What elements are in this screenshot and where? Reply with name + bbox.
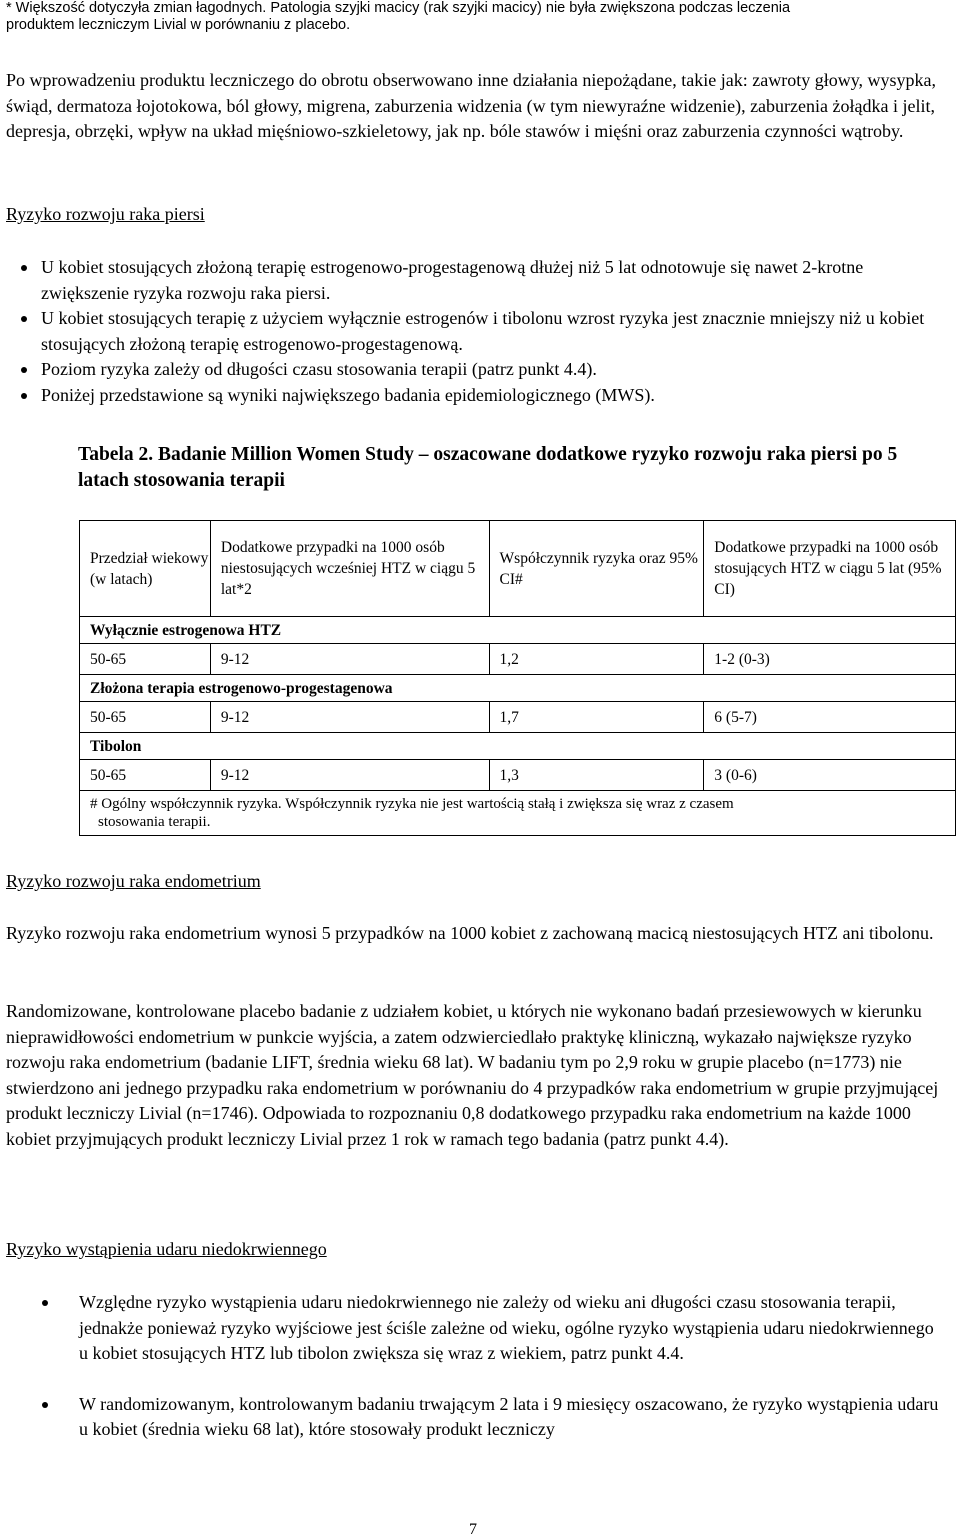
bullet-icon	[21, 316, 27, 322]
mws-risk-table	[79, 520, 956, 836]
column-header: Współczynnik ryzyka oraz 95% CI#	[489, 521, 704, 617]
list-item	[6, 357, 946, 383]
table-cell: 1,7	[489, 702, 704, 733]
bullet-text: W randomizowanym, kontrolowanym badaniu trwającym 2 lata i 9 miesięcy oszacowano, że ryzyko wystąpienia udaru u kobiet (średnia wieku 68 lat), które stosowały produkt leczniczy	[79, 1393, 939, 1439]
table-cell: 1,3	[489, 760, 704, 791]
table-cell: 9-12	[210, 644, 489, 675]
bullet-text: Względne ryzyko wystąpienia udaru niedokrwiennego nie zależy od wieku ani długości czasu stosowania terapii, jednakże ponieważ ryzyko wyjściowe jest ściśle zależne od wieku, ogólne ryzyko wystąpienia udaru niedokrwiennego u kobiet stosujących HTZ lub tibolon zwiększa się wraz z wiekiem, patrz punkt 4.4.	[79, 1292, 934, 1363]
breast-cancer-bullet-list	[6, 255, 946, 408]
table-row	[80, 702, 956, 733]
table-header-row	[80, 521, 956, 617]
table-cell: 9-12	[210, 760, 489, 791]
bullet-text: U kobiet stosujących terapię z użyciem wyłącznie estrogenów i tibolonu wzrost ryzyka jest znacznie mniejszy niż u kobiet stosujących złożoną terapię estrogenowo-progestagenową.	[41, 308, 925, 354]
table-footnote-line: # Ogólny współczynnik ryzyka. Współczynnik ryzyka nie jest wartością stałą i zwiększa się wraz z czasem	[90, 796, 734, 812]
bullet-icon	[42, 1300, 48, 1306]
bullet-icon	[21, 265, 27, 271]
table-footnote-line: stosowania terapii.	[98, 814, 211, 830]
table-caption-text: Badanie Million Women Study – oszacowane dodatkowe ryzyko rozwoju raka piersi po 5 latach stosowania terapii	[78, 444, 898, 491]
endometrium-paragraph: Ryzyko rozwoju raka endometrium wynosi 5 przypadków na 1000 kobiet z zachowaną macicą niestosujących HTZ ani tibolonu.	[6, 923, 934, 943]
group-label: Tibolon	[80, 733, 956, 760]
table-cell: 50-65	[80, 644, 211, 675]
bullet-text: U kobiet stosujących złożoną terapię estrogenowo-progestagenową dłużej niż 5 lat odnotowuje się nawet 2-krotne zwiększenie ryzyka rozwoju raka piersi.	[41, 257, 864, 303]
group-label: Złożona terapia estrogenowo-progestagenowa	[80, 675, 956, 702]
group-label: Wyłącznie estrogenowa HTZ	[80, 617, 956, 644]
table-cell: 1,2	[489, 644, 704, 675]
bullet-text: Poniżej przedstawione są wyniki największego badania epidemiologicznego (MWS).	[41, 384, 655, 405]
bullet-icon	[21, 393, 27, 399]
table-group-row	[80, 617, 956, 644]
table-footnote-row	[80, 791, 956, 836]
intro-paragraph: Po wprowadzeniu produktu leczniczego do obrotu obserwowano inne działania niepożądane, takie jak: zawroty głowy, wysypka, świąd, dermatoza łojotokowa, ból głowy, migrena, zaburzenia widzenia (w tym niewyraźne widzenie), zaburzenia żołądka i jelit, depresja, obrzęki, wpływ na układ mięśniowo-szkieletowy, jak np. bóle stawów i mięśni oraz zaburzenia czynności wątroby.	[6, 70, 937, 141]
table-row	[80, 760, 956, 791]
table-group-row	[80, 733, 956, 760]
list-item	[6, 306, 946, 357]
lift-study-paragraph: Randomizowane, kontrolowane placebo badanie z udziałem kobiet, u których nie wykonano badań przesiewowych w kierunku nieprawidłowości endometrium w punkcie wyjścia, a zatem odzwierciedlało praktykę kliniczną, wykazało największe ryzyko rozwoju raka endometrium (badanie LIFT, średnia wieku 68 lat). W badaniu tym po 2,9 roku w grupie placebo (n=1773) nie stwierdzono ani jednego przypadku raka endometrium w porównaniu do 4 przypadków raka endometrium w grupie przyjmującej produkt leczniczy Livial (n=1746). Odpowiada to rozpoznaniu 0,8 dodatkowego przypadku raka endometrium na każde 1000 kobiet przyjmujących produkt leczniczy Livial przez 1 rok w ramach tego badania (patrz punkt 4.4).	[6, 1001, 939, 1149]
table-cell: 50-65	[80, 760, 211, 791]
table-cell: 3 (0-6)	[704, 760, 956, 791]
list-item	[6, 1290, 946, 1367]
column-header: Dodatkowe przypadki na 1000 osób niestosujących wcześniej HTZ w ciągu 5 lat*2	[210, 521, 489, 617]
footnote-line: * Większość dotyczyła zmian łagodnych. Patologia szyjki macicy (rak szyjki macicy) nie była zwiększona podczas leczenia	[6, 0, 791, 16]
column-header: Dodatkowe przypadki na 1000 osób stosujących HTZ w ciągu 5 lat (95% CI)	[704, 521, 956, 617]
column-header: Przedział wiekowy (w latach)	[80, 521, 211, 617]
footnote-line: produktem leczniczym Livial w porównaniu z placebo.	[6, 17, 351, 33]
page-number: 7	[469, 1521, 477, 1538]
table-caption	[78, 442, 940, 494]
adverse-events-footnote	[6, 0, 946, 34]
table-cell: 6 (5-7)	[704, 702, 956, 733]
table-cell: 9-12	[210, 702, 489, 733]
table-cell: 50-65	[80, 702, 211, 733]
bullet-text: Poziom ryzyka zależy od długości czasu stosowania terapii (patrz punkt 4.4).	[41, 359, 597, 379]
list-item	[6, 255, 946, 306]
bullet-icon	[21, 367, 27, 373]
stroke-risk-heading: Ryzyko wystąpienia udaru niedokrwiennego	[6, 1239, 327, 1259]
table-cell: 1-2 (0-3)	[704, 644, 956, 675]
bullet-icon	[42, 1402, 48, 1408]
table-row	[80, 644, 956, 675]
list-item	[6, 1392, 946, 1443]
endometrial-cancer-heading: Ryzyko rozwoju raka endometrium	[6, 871, 261, 891]
breast-cancer-heading: Ryzyko rozwoju raka piersi	[6, 204, 205, 224]
table-caption-label: Tabela 2.	[78, 444, 154, 465]
list-item	[6, 383, 946, 409]
stroke-risk-bullet-list	[6, 1290, 946, 1443]
table-group-row	[80, 675, 956, 702]
table-footnote	[80, 791, 956, 836]
